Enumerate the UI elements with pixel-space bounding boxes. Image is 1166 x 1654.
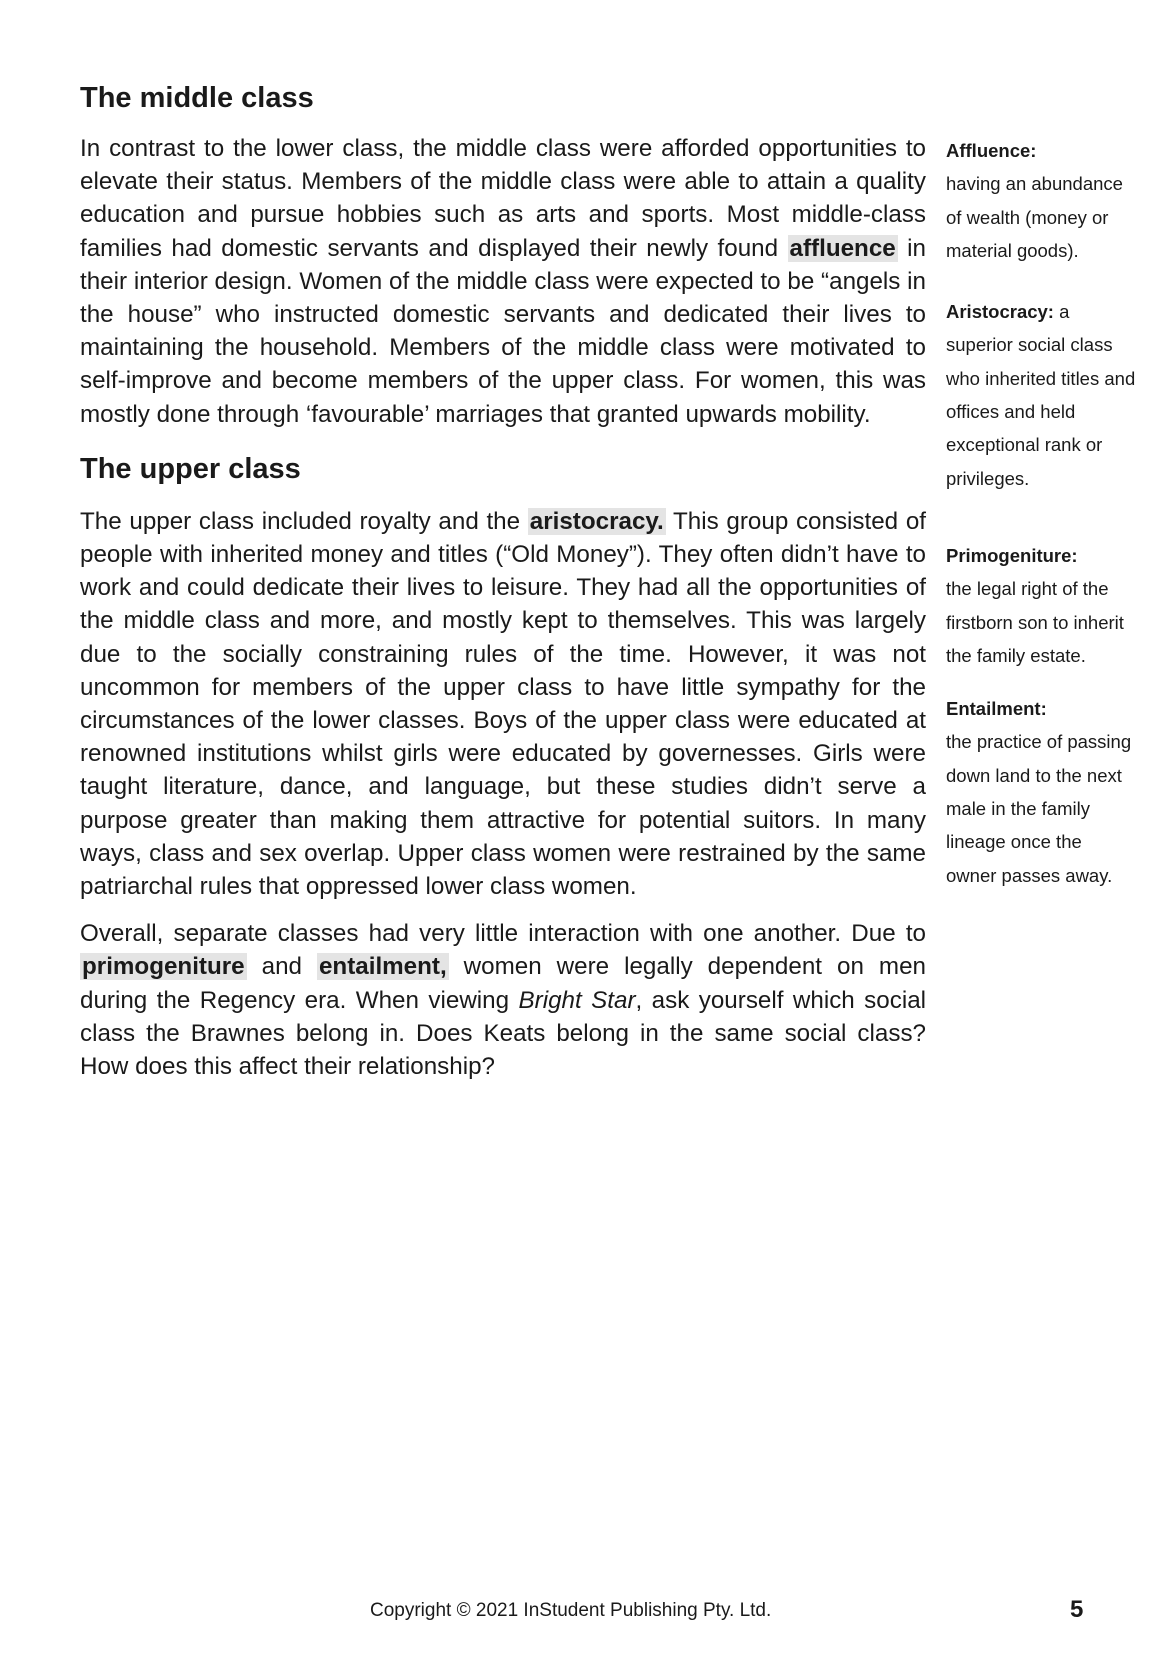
paragraph-overall (80, 917, 926, 1083)
glossary-term: Primogeniture: (946, 544, 1078, 566)
glossary-entry-affluence (946, 134, 1136, 267)
highlight-term-aristocracy: aristocracy. (529, 507, 664, 535)
film-title-italic: Bright Star (518, 986, 636, 1014)
glossary-definition: a superior social class who inherited titles and offices and held exceptional rank or privileges. (946, 301, 1136, 489)
text-segment: This group consisted of people with inherited money and titles (“Old Money”). They often didn’t have to work and could dedicate their lives to leisure. They had all the opportunities of the middle class and more, and mostly kept to themselves. This was largely due to the socially constraining rules of the time. However, it was not uncommon for members of the upper class to have little sympathy for the circumstances of the lower classes. Boys of the upper class were educated at renowned institutions whilst girls were educated by governesses. Girls were taught literature, dance, and language, but these studies didn’t serve a purpose greater than making them attractive for potential suitors. In many ways, class and sex overlap. Upper class women were restrained by the same patriarchal rules that oppressed lower class women. (80, 507, 926, 901)
glossary-sidebar (946, 134, 1136, 920)
glossary-term: Affluence: (946, 140, 1037, 161)
copyright-notice: Copyright © 2021 InStudent Publishing Pty. Ltd. (370, 1600, 772, 1621)
highlight-term-primogeniture: primogeniture (82, 953, 245, 981)
highlight-term-entailment: entailment, (318, 953, 447, 981)
paragraph-upper-class (80, 505, 926, 903)
text-segment: and (246, 953, 317, 981)
text-segment: In contrast to the lower class, the middle class were afforded opportunities to elevate their status. Members of the middle class were able to attain a quality education and pursue hobbies such as arts and sports. Most middle-class families had domestic servants and displayed their newly found (80, 135, 926, 262)
main-content (80, 74, 926, 1097)
glossary-term: Aristocracy: (946, 301, 1054, 323)
page-number: 5 (1070, 1596, 1084, 1623)
glossary-entry-aristocracy (946, 295, 1136, 495)
text-segment: , ask yourself which social class the Brawnes belong in. Does Keats belong in the same social class? How does this affect their relationship? (80, 986, 927, 1081)
text-segment: Overall, separate classes had very little interaction with one another. Due to (80, 920, 926, 948)
text-segment: in their interior design. Women of the middle class were expected to be “angels in the house” who instructed domestic servants and dedicated their lives to maintaining the household. Members of the middle class were motivated to self-improve and become members of the upper class. For women, this was mostly done through ‘favourable’ marriages that granted upwards mobility. (80, 234, 926, 428)
text-segment: The upper class included royalty and the (80, 507, 528, 535)
glossary-entry-entailment (946, 692, 1136, 892)
glossary-term: Entailment: (946, 698, 1047, 720)
glossary-definition: the legal right of the firstborn son to inherit the family estate. (946, 578, 1124, 666)
glossary-entry-primogeniture (946, 539, 1136, 672)
glossary-definition: the practice of passing down land to the next male in the family lineage once the owner passes away. (946, 731, 1132, 886)
section-heading-upper-class: The upper class (80, 452, 301, 485)
section-heading-middle-class: The middle class (80, 82, 314, 114)
highlight-term-affluence: affluence (789, 234, 896, 262)
glossary-definition: having an abundance of wealth (money or material goods). (946, 173, 1123, 261)
paragraph-middle-class (80, 132, 926, 431)
text-segment: women were legally dependent on men during the Regency era. When viewing (80, 953, 926, 1014)
